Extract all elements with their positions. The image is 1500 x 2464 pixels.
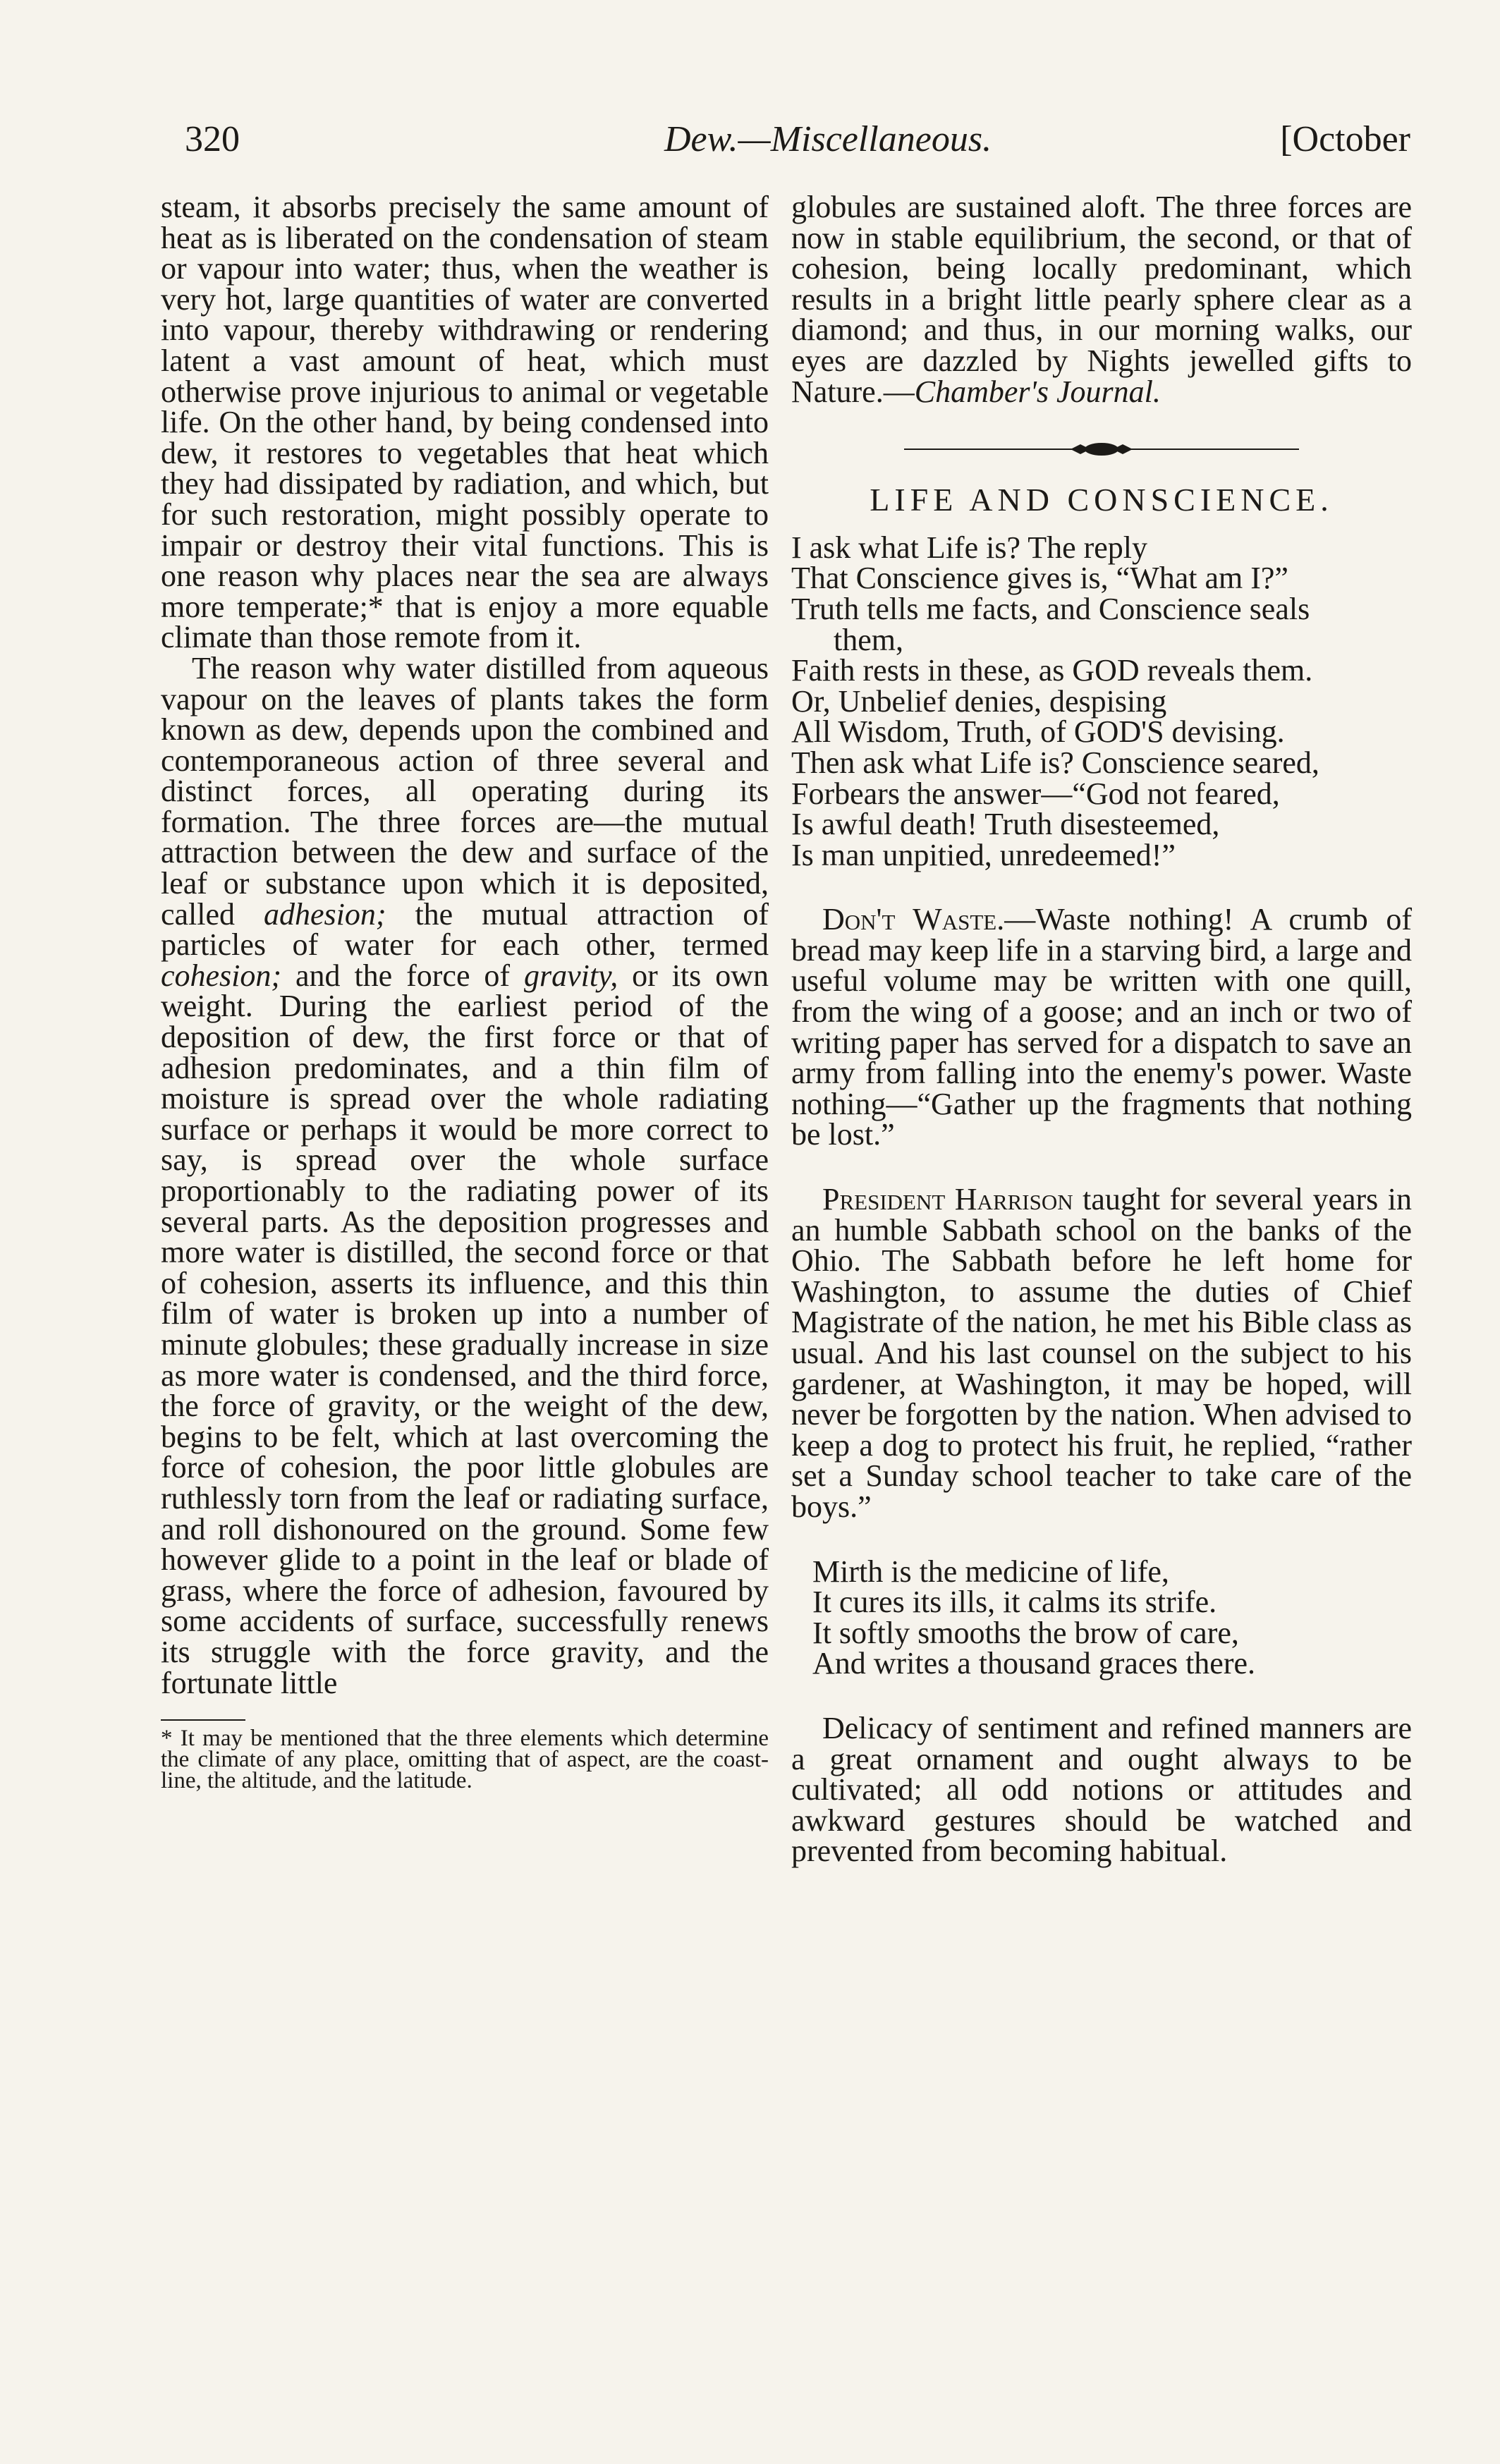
term-gravity: gravity, <box>524 958 618 993</box>
mirth-verse <box>791 1556 1412 1679</box>
ornamental-divider <box>791 435 1412 463</box>
life-conscience-poem <box>791 532 1412 871</box>
left-column <box>161 190 769 1794</box>
running-month: [October <box>1280 119 1410 159</box>
footnote: * It may be mentioned that the three elements which determine the climate of any place, omitting that of aspect, are the coast-line, the altitude, and the latitude. <box>161 1726 769 1794</box>
dont-waste-paragraph: Don't Waste.—Waste nothing! A crumb of bread may keep life in a starving bird, a large and useful volume may be written with one quill, from the wing of a goose; and an inch or two of writing paper has served for a dispatch to save an army from falling into the enemy's power. Waste nothing—“Gather up the fragments that nothing be lost.” <box>791 902 1412 1152</box>
dew-paragraph-continued: globules are sustained aloft. The three forces are now in stable equilibrium, the second, or that of cohesion, being locally predominant, which results in a bright little pearly sphere clear as a diamond; and thus, in our morning walks, our eyes are dazzled by Nights jewelled gifts to Nature.—Chamber's Journal. <box>791 190 1412 409</box>
running-title: Dew.—Miscellaneous. <box>664 119 992 159</box>
poem-line: Forbears the answer—“God not feared, <box>791 776 1280 811</box>
verse-line: It cures its ills, it calms its strife. <box>812 1585 1217 1620</box>
source-citation: Chamber's Journal. <box>914 374 1161 409</box>
poem-line: Is awful death! Truth disesteemed, <box>791 807 1220 842</box>
poem-line: Then ask what Life is? Conscience seared, <box>791 745 1319 780</box>
section-title: LIFE AND CONSCIENCE. <box>870 482 1334 518</box>
page-number: 320 <box>185 119 240 159</box>
poem-line: All Wisdom, Truth, of GOD'S devising. <box>791 714 1285 750</box>
divider-ornament-icon <box>904 435 1299 463</box>
delicacy-paragraph: Delicacy of sentiment and refined manners are a great ornament and ought always to be cultivated; all odd notions or attitudes and awkward gestures should be watched and prevented from becoming habitual. <box>791 1710 1412 1869</box>
verse-line: Mirth is the medicine of life, <box>812 1554 1169 1589</box>
poem-line: Is man unpitied, unredeemed!” <box>791 837 1176 872</box>
running-header <box>185 118 1410 175</box>
poem-line: Or, Unbelief denies, despising <box>791 683 1167 719</box>
dont-waste-heading: Don't Waste. <box>822 902 1005 937</box>
poem-line: them, <box>834 622 903 657</box>
footnote-rule <box>161 1719 245 1721</box>
poem-line: That Conscience gives is, “What am I?” <box>791 561 1288 596</box>
right-column <box>791 192 1412 1867</box>
term-adhesion: adhesion; <box>263 896 386 932</box>
poem-line: Faith rests in these, as GOD reveals them. <box>791 653 1313 688</box>
harrison-heading: President Harrison <box>822 1182 1073 1217</box>
dew-paragraph-2: The reason why water distilled from aqueous vapour on the leaves of plants takes the form known as dew, depends upon the combined and contemporaneous action of three several and distinct forces, all operating during its formation. The three forces are—the mutual attraction between the dew and surface of the leaf or substance upon which it is deposited, called adhesion; the mutual attraction of particles of water for each other, termed cohesion; and the force of gravity, or its own weight. During the earliest period of the deposition of dew, the first force or that of adhesion predominates, and a thin film of moisture is spread over the whole radiating surface or perhaps it would be more correct to say, is spread over the whole surface proportionably to the radiating power of its several parts. As the deposition progresses and more water is distilled, the second force or that of cohesion, asserts its influence, and this thin film of water is broken up into a number of minute globules; these gradually increase in size as more water is condensed, and the third force, the force of gravity, or the weight of the dew, begins to be felt, which at last overcoming the force of cohesion, the poor little globules are ruthlessly torn from the leaf or radiating surface, and roll dishonoured on the ground. Some few however glide to a point in the leaf or blade of grass, where the force of adhesion, favoured by some accidents of surface, successfully renews its struggle with the force gravity, and the fortunate little <box>161 650 769 1700</box>
harrison-paragraph: President Harrison taught for several years in an humble Sabbath school on the banks of the Ohio. The Sabbath before he left home for Washington, to assume the duties of Chief Magistrate of the nation, he met his Bible class as usual. And his last counsel on the subject to his gardener, at Washington, it may be hoped, will never be forgotten by the nation. When advised to keep a dog to protect his fruit, he replied, “rather set a Sunday school teacher to take care of the boys.” <box>791 1182 1412 1524</box>
poem-line: Truth tells me facts, and Conscience seals <box>791 591 1310 626</box>
verse-line: It softly smooths the brow of care, <box>812 1615 1239 1650</box>
verse-line: And writes a thousand graces there. <box>812 1646 1256 1681</box>
dew-paragraph-1: steam, it absorbs precisely the same amount of heat as is liberated on the condensation of steam or vapour into water; thus, when the weather is very hot, large quantities of water are converted into vapour, thereby withdrawing or rendering latent a vast amount of heat, which must otherwise prove injurious to animal or vegetable life. On the other hand, by being condensed into dew, it restores to vegetables that heat which they had dissipated by radiation, and which, but for such restoration, might possibly operate to impair or destroy their vital functions. This is one reason why places near the sea are always more temperate;* that is enjoy a more equable climate than those remote from it. <box>161 190 769 655</box>
term-cohesion: cohesion; <box>161 958 282 993</box>
poem-line: I ask what Life is? The reply <box>791 530 1148 565</box>
